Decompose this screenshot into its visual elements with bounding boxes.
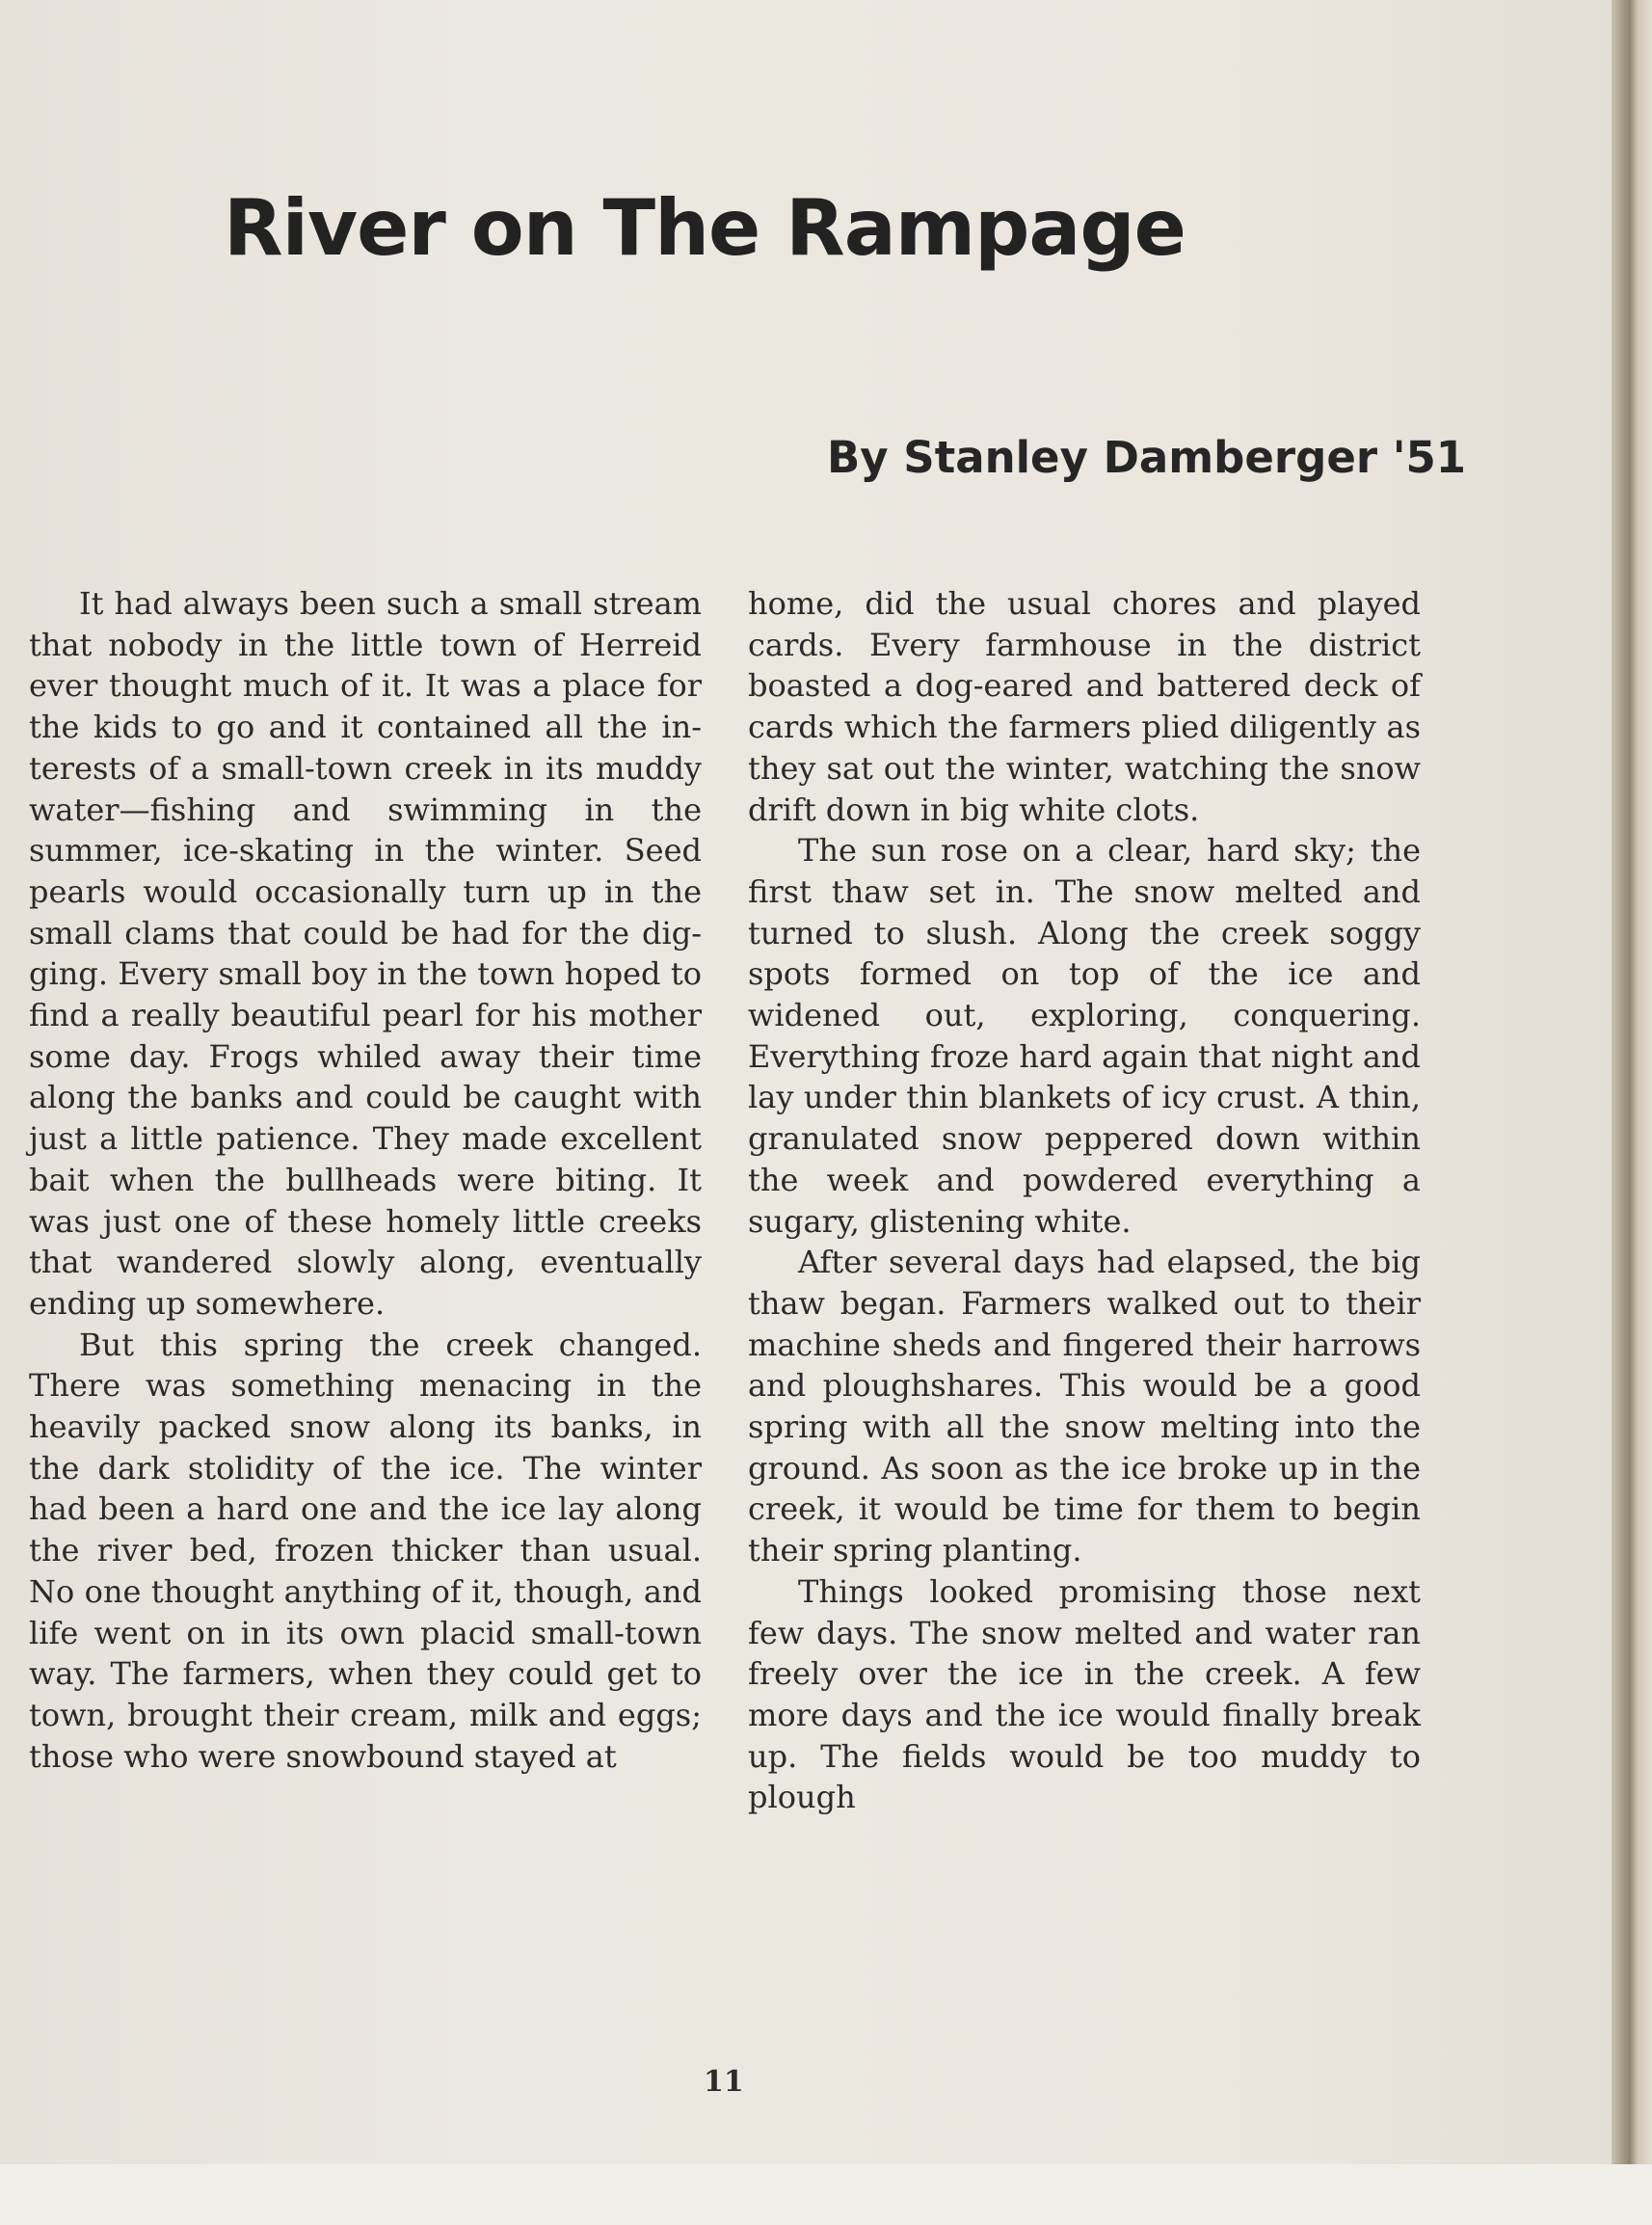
left-column (29, 583, 702, 1777)
article-title: River on The Rampage (224, 183, 1186, 273)
page-number: 11 (704, 2065, 744, 2099)
scan-margin (0, 2164, 1652, 2225)
right-column (748, 583, 1421, 1818)
paragraph: home, did the usual chores and played cards. Every farmhouse in the district boasted a dog-eared and battered deck of cards which the farmers plied diligently as they sat out the winter, watching the snow drift down in big white clots. (748, 585, 1421, 828)
paragraph: But this spring the creek changed. There was something menacing in the heavily packed snow along its banks, in the dark stolidity of the ice. The winter had been a hard one and the ice lay along the river bed, frozen thicker than usual. No one thought anything of it, though, and life went on in its own placid small-town way. The farmers, when they could get to town, brought their cream, milk and eggs; those who were snowbound stayed at (29, 1326, 702, 1775)
paragraph: The sun rose on a clear, hard sky; the first thaw set in. The snow melted and turned to slush. Along the creek soggy spots formed on top of the ice and widened out, exploring, conquering. Everything froze hard again that night and lay under thin blankets of icy crust. A thin, granulated snow peppered down within the week and powdered everything a sugary, glistening white. (748, 832, 1421, 1240)
article-byline: By Stanley Damberger '51 (827, 432, 1467, 483)
book-spine (1612, 0, 1652, 2164)
paragraph: Things looked promising those next few days. The snow melted and water ran freely over the ice in the creek. A few more days and the ice would finally break up. The fields would be too muddy to plough (748, 1572, 1421, 1816)
paragraph: It had always been such a small stream that nobody in the little town of Herreid ever thought much of it. It was a place for the kids to go and it contained all the interests of a small-town creek in its muddy water—fishing and swimming in the summer, ice-skating in the winter. Seed pearls would occasionally turn up in the small clams that could be had for the digging. Every small boy in the town hoped to find a really beautiful pearl for his mother some day. Frogs whiled away their time along the banks and could be caught with just a little patience. They made excellent bait when the bullheads were biting. It was just one of these homely little creeks that wandered slowly along, eventually ending up somewhere. (29, 585, 702, 1322)
paragraph: After several days had elapsed, the big thaw began. Farmers walked out to their machine sheds and fingered their harrows and ploughshares. This would be a good spring with all the snow melting into the ground. As soon as the ice broke up in the creek, it would be time for them to begin their spring planting. (748, 1244, 1421, 1569)
